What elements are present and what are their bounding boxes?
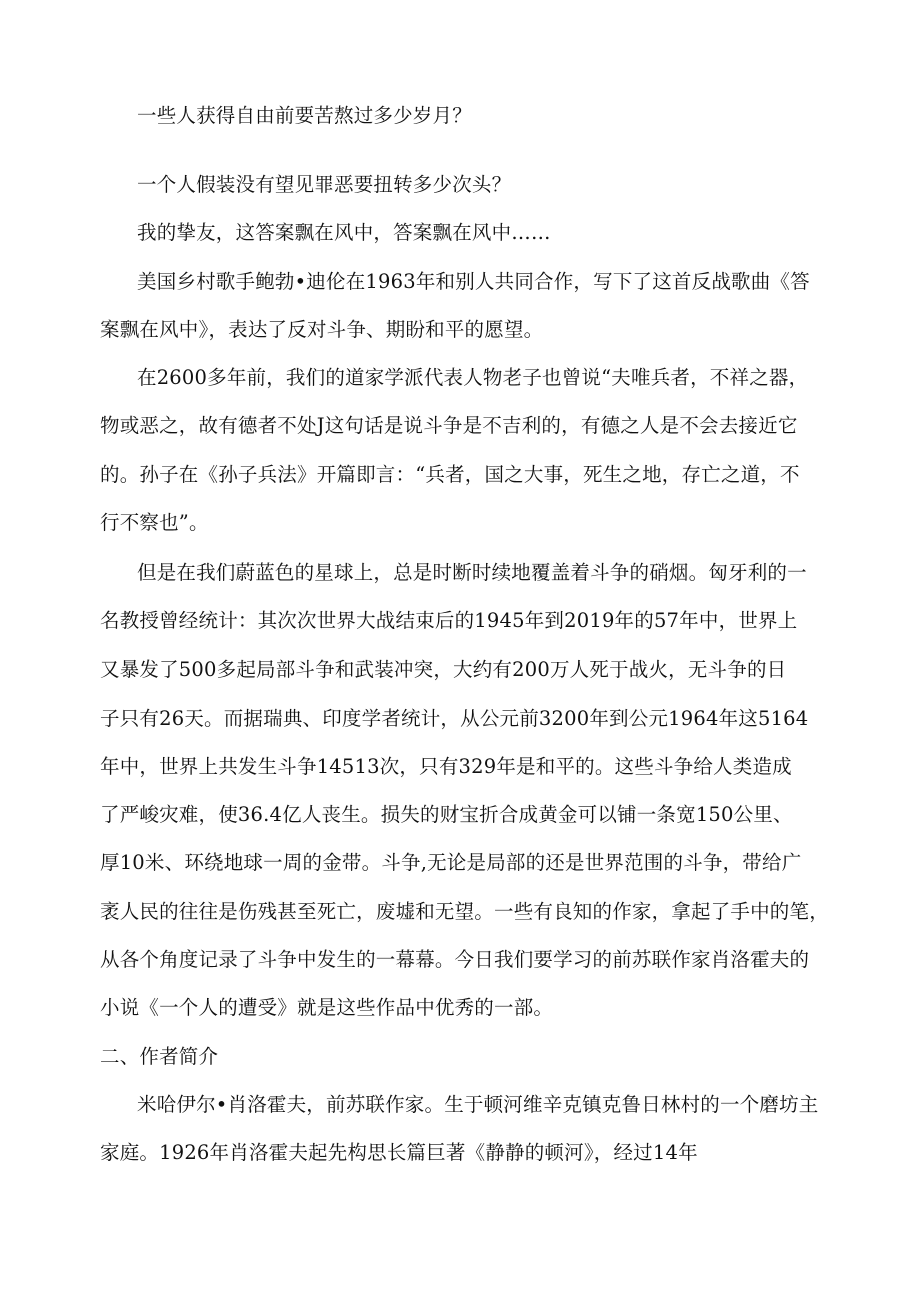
paragraph-4-line-1: 米哈伊尔•肖洛霍夫，前苏联作家。生于顿河维辛克镇克鲁日林村的一个磨坊主	[137, 1093, 819, 1116]
paragraph-3-line-10: 小说《一个人的遭受》就是这些作品中优秀的一部。	[100, 996, 554, 1019]
paragraph-3-line-6: 了严峻灾难，使36.4亿人丧生。损失的财宝折合成黄金可以铺一条宽150公里、	[100, 803, 793, 826]
paragraph-2-line-2: 物或恶之，故有德者不处J这句话是说斗争是不吉利的，有德之人是不会去接近它	[100, 414, 798, 437]
paragraph-3-line-7: 厚10米、环绕地球一周的金带。斗争,无论是局部的还是世界范围的斗争，带给广	[100, 851, 802, 874]
paragraph-4-line-2: 家庭。1926年肖洛霍夫起先构思长篇巨著《静静的顿河》，经过14年	[100, 1141, 698, 1164]
paragraph-3-line-5: 年中，世界上共发生斗争14513次，只有329年是和平的。这些斗争给人类造成	[100, 755, 792, 778]
paragraph-2-line-4: 行不察也”。	[100, 511, 209, 534]
paragraph-3-line-4: 子只有26天。而据瑞典、印度学者统计，从公元前3200年到公元1964年这5164	[100, 707, 809, 730]
paragraph-3-line-9: 从各个角度记录了斗争中发生的一幕幕。今日我们要学习的前苏联作家肖洛霍夫的	[100, 948, 810, 971]
paragraph-3-line-2: 名教授曾经统计：其次次世界大战结束后的1945年到2019年的57年中，世界上	[100, 609, 798, 632]
section-heading: 二、作者简介	[100, 1045, 219, 1068]
paragraph-3-line-3: 又暴发了500多起局部斗争和武装冲突，大约有200万人死于战火，无斗争的日	[100, 658, 787, 681]
paragraph-1-line-1: 美国乡村歌手鲍勃•迪伦在1963年和别人共同合作，写下了这首反战歌曲《答	[137, 270, 810, 293]
poem-line-3: 我的挚友，这答案飘在风中，答案飘在风中……	[137, 221, 551, 244]
paragraph-2-line-1: 在2600多年前，我们的道家学派代表人物老子也曾说“夫唯兵者，不祥之器，	[137, 366, 809, 389]
poem-line-2: 一个人假装没有望见罪恶要扭转多少次头？	[137, 173, 512, 196]
paragraph-3-line-1: 但是在我们蔚蓝色的星球上，总是时断时续地覆盖着斗争的硝烟。匈牙利的一	[137, 561, 807, 584]
paragraph-2-line-3: 的。孙子在《孙子兵法》开篇即言：“兵者，国之大事，死生之地，存亡之道，不	[100, 463, 800, 486]
paragraph-3-line-8: 袤人民的往往是伤残甚至死亡，废墟和无望。一些有良知的作家，拿起了手中的笔，	[100, 900, 829, 923]
poem-line-1: 一些人获得自由前要苦熬过多少岁月？	[137, 104, 472, 127]
paragraph-1-line-2: 案飘在风中》，表达了反对斗争、期盼和平的愿望。	[100, 318, 544, 341]
